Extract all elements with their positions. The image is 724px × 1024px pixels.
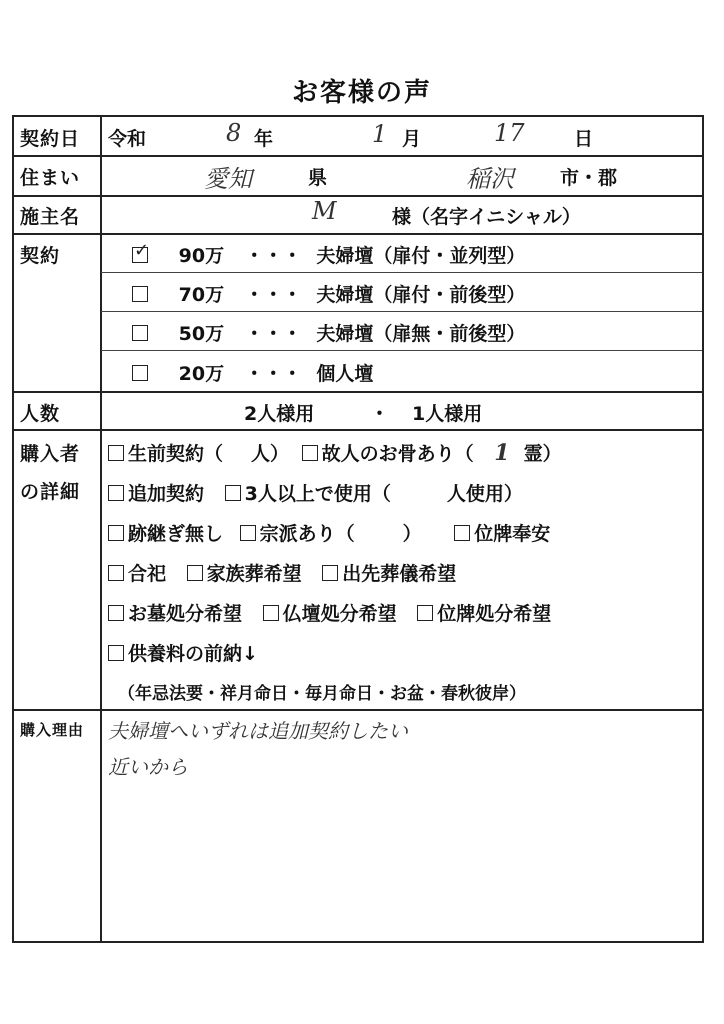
option-price: 50万 bbox=[178, 323, 225, 345]
city-value: 稲沢 bbox=[466, 165, 514, 193]
option-dots: ・・・ bbox=[244, 284, 302, 306]
row-divider bbox=[14, 155, 702, 157]
client-name-suffix: 様（名字イニシャル） bbox=[392, 206, 581, 228]
page-title: お客様の声 bbox=[291, 78, 432, 108]
option-text: 人） bbox=[251, 443, 290, 465]
checkbox-checked[interactable] bbox=[132, 240, 150, 263]
option-price: 90万 bbox=[178, 245, 225, 267]
option-divider bbox=[101, 350, 702, 351]
option-text: 故人のお骨あり（ bbox=[321, 443, 474, 465]
option-text: 3人以上で使用（ bbox=[244, 483, 391, 505]
checkbox[interactable] bbox=[108, 525, 124, 541]
checkbox[interactable] bbox=[225, 485, 241, 501]
option-dots: ・・・ bbox=[244, 245, 302, 267]
row-divider bbox=[14, 391, 702, 393]
prefecture-unit: 県 bbox=[308, 167, 328, 189]
people-option-1[interactable]: 1人様用 bbox=[412, 403, 483, 425]
memorial-note: （年忌法要・祥月命日・毎月命日・お盆・春秋彼岸） bbox=[118, 684, 526, 704]
purchaser-line-4 bbox=[108, 559, 456, 586]
option-text: 供養料の前納↓ bbox=[128, 643, 258, 665]
checkbox[interactable] bbox=[108, 605, 124, 621]
checkbox[interactable] bbox=[108, 445, 124, 461]
contract-option[interactable] bbox=[132, 241, 525, 268]
row-divider bbox=[14, 709, 702, 711]
checkbox[interactable] bbox=[187, 565, 203, 581]
people-separator: ・ bbox=[370, 403, 390, 425]
option-divider bbox=[101, 272, 702, 273]
contract-option[interactable] bbox=[132, 359, 373, 386]
row-divider bbox=[14, 429, 702, 431]
reason-label: 購入理由 bbox=[20, 721, 85, 739]
option-text: 霊） bbox=[523, 443, 562, 465]
option-text: 宗派あり（ bbox=[259, 523, 355, 545]
reason-text-2: 近いから bbox=[108, 755, 188, 779]
option-text: 位牌処分希望 bbox=[437, 603, 552, 625]
checkbox[interactable] bbox=[132, 286, 148, 302]
prefecture-value: 愛知 bbox=[204, 165, 252, 193]
purchaser-line-2 bbox=[108, 479, 523, 506]
row-divider bbox=[14, 195, 702, 197]
month-value: 1 bbox=[372, 120, 388, 148]
checkbox[interactable] bbox=[263, 605, 279, 621]
checkbox[interactable] bbox=[454, 525, 470, 541]
checkbox[interactable] bbox=[322, 565, 338, 581]
option-text: 出先葬儀希望 bbox=[342, 563, 457, 585]
option-text: 生前契約（ bbox=[128, 443, 224, 465]
reason-text-1: 夫婦壇へいずれは追加契約したい bbox=[108, 719, 408, 743]
checkbox[interactable] bbox=[132, 365, 148, 381]
city-unit: 市・郡 bbox=[560, 167, 618, 189]
checkbox[interactable] bbox=[417, 605, 433, 621]
day-value: 17 bbox=[494, 119, 525, 147]
purchaser-line-3 bbox=[108, 519, 550, 546]
row-divider bbox=[14, 233, 702, 235]
contract-label: 契約 bbox=[20, 245, 61, 267]
option-divider bbox=[101, 311, 702, 312]
checkbox[interactable] bbox=[108, 565, 124, 581]
option-text: 仏壇処分希望 bbox=[282, 603, 397, 625]
option-dots: ・・・ bbox=[244, 363, 302, 385]
checkbox[interactable] bbox=[132, 325, 148, 341]
survey-form bbox=[12, 115, 704, 943]
option-text: 跡継ぎ無し bbox=[128, 523, 224, 545]
month-unit: 月 bbox=[402, 128, 422, 150]
checkbox[interactable] bbox=[108, 485, 124, 501]
option-name: 個人壇 bbox=[316, 363, 374, 385]
option-name: 夫婦壇（扉付・前後型） bbox=[316, 284, 526, 306]
checkmark-icon: ✓ bbox=[134, 240, 150, 261]
option-name: 夫婦壇（扉無・前後型） bbox=[316, 323, 526, 345]
contract-date-label: 契約日 bbox=[20, 128, 81, 150]
option-dots: ・・・ bbox=[244, 323, 302, 345]
option-price: 70万 bbox=[178, 284, 225, 306]
option-text: 追加契約 bbox=[128, 483, 205, 505]
day-unit: 日 bbox=[574, 128, 594, 150]
purchaser-line-6 bbox=[108, 639, 258, 666]
purchaser-line-1 bbox=[108, 439, 562, 466]
people-label: 人数 bbox=[20, 403, 61, 425]
checkbox[interactable] bbox=[108, 645, 124, 661]
option-text: 家族葬希望 bbox=[206, 563, 302, 585]
option-text: 人使用） bbox=[446, 483, 523, 505]
option-text: お墓処分希望 bbox=[128, 603, 243, 625]
client-initial: M bbox=[312, 197, 337, 225]
purchaser-label-2: の詳細 bbox=[20, 481, 81, 503]
checkbox[interactable] bbox=[240, 525, 256, 541]
option-price: 20万 bbox=[178, 363, 225, 385]
checkbox[interactable] bbox=[302, 445, 318, 461]
purchaser-label: 購入者 bbox=[20, 443, 81, 465]
remains-count: 1 bbox=[494, 440, 510, 466]
year-value: 8 bbox=[226, 119, 242, 147]
era-text: 令和 bbox=[108, 128, 147, 150]
client-name-label: 施主名 bbox=[20, 206, 81, 228]
contract-option[interactable] bbox=[132, 280, 525, 307]
column-divider bbox=[100, 117, 102, 941]
option-text: ） bbox=[402, 523, 422, 545]
option-name: 夫婦壇（扉付・並列型） bbox=[316, 245, 526, 267]
address-label: 住まい bbox=[20, 167, 81, 189]
year-unit: 年 bbox=[254, 128, 274, 150]
purchaser-line-5 bbox=[108, 599, 551, 626]
contract-option[interactable] bbox=[132, 319, 525, 346]
option-text: 合祀 bbox=[128, 563, 167, 585]
option-text: 位牌奉安 bbox=[474, 523, 551, 545]
people-option-2[interactable]: 2人様用 bbox=[244, 403, 315, 425]
